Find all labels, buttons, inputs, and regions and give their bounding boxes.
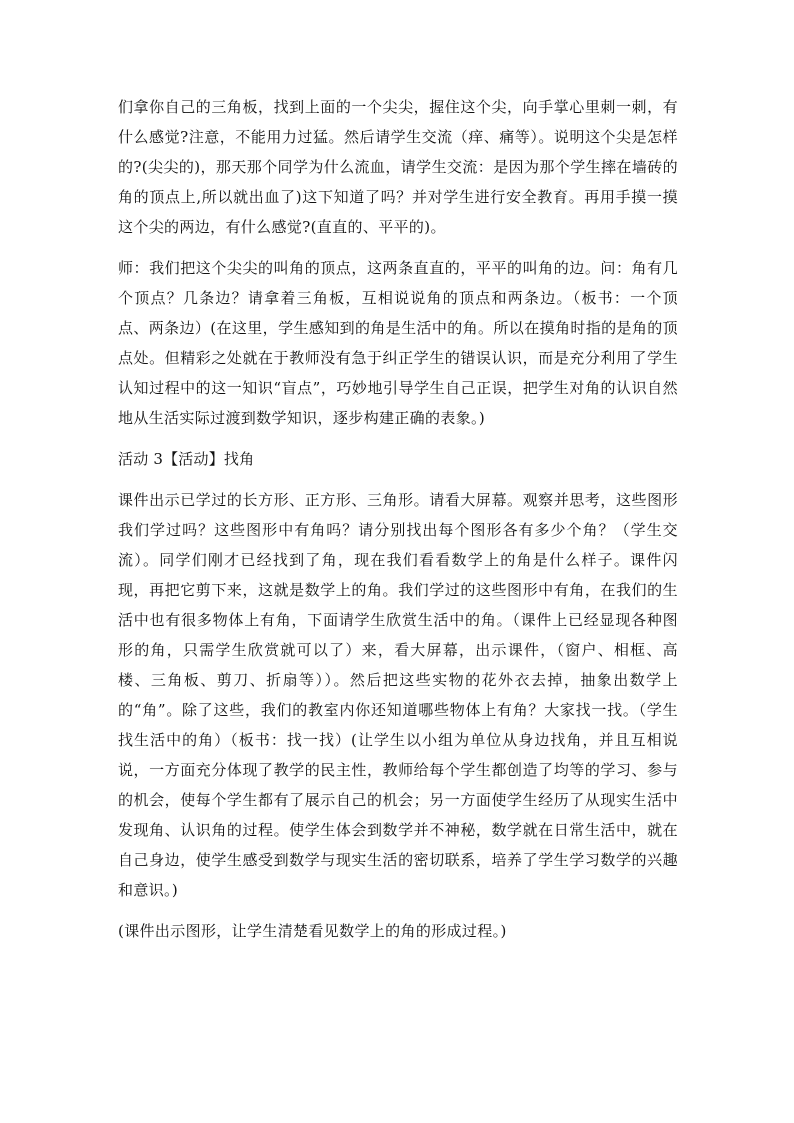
- paragraph-find-angles: 课件出示已学过的长方形、正方形、三角形。请看大屏幕。观察并思考，这些图形我们学过吗？这些图形中有角吗？请分别找出每个图形各有多少个角？（学生交流）。同学们刚才已经找到了角，现在我们看看数学上的角是什么样子。课件闪现，再把它剪下来，这就是数学上的角。我们学过的这些图形中有角，在我们的生活中也有很多物体上有角，下面请学生欣赏生活中的角。（课件上已经显现各种图形的角，只需学生欣赏就可以了）来，看大屏幕，出示课件，（窗户、相框、高楼、三角板、剪刀、折扇等））。然后把这些实物的花外衣去掉，抽象出数学上的“角”。除了这些，我们的教室内你还知道哪些物体上有角？大家找一找。（学生找生活中的角）（板书：找一找）(让学生以小组为单位从身边找角，并且互相说说，一方面充分体现了教学的民主性，教师给每个学生都创造了均等的学习、参与的机会，使每个学生都有了展示自己的机会；另一方面使学生经历了从现实生活中发现角、认识角的过程。使学生体会到数学并不神秘，数学就在日常生活中，就在自己身边，使学生感受到数学与现实生活的密切联系，培养了学生学习数学的兴趣和意识。): [118, 491, 678, 899]
- paragraph-vertex-and-sides: 师：我们把这个尖尖的叫角的顶点，这两条直直的，平平的叫角的边。问：角有几个顶点？几条边？请拿着三角板，互相说说角的顶点和两条边。（板书：一个顶点、两条边）(在这里，学生感知到的角是生活中的角。所以在摸角时指的是角的顶点处。但精彩之处就在于教师没有急于纠正学生的错误认识，而是充分利用了学生认知过程中的这一知识“盲点”，巧妙地引导学生自己正误，把学生对角的认识自然地从生活实际过渡到数学知识，逐步构建正确的表象。): [118, 259, 678, 427]
- activity-3-heading: 活动 3【活动】找角: [118, 450, 255, 468]
- document-page: [118, 92, 678, 946]
- paragraph-touch-triangle-ruler: 们拿你自己的三角板，找到上面的一个尖尖，握住这个尖，向手掌心里刺一刺，有什么感觉?注意，不能用力过猛。然后请学生交流（痒、痛等）。说明这个尖是怎样的?(尖尖的)，那天那个同学为什么流血，请学生交流：是因为那个学生摔在墙砖的角的顶点上,所以就出血了)这下知道了吗？并对学生进行安全教育。再用手摸一摸这个尖的两边，有什么感觉?(直直的、平平的)。: [118, 98, 678, 236]
- paragraph-courseware-note: (课件出示图形，让学生清楚看见数学上的角的形成过程。): [118, 922, 507, 940]
